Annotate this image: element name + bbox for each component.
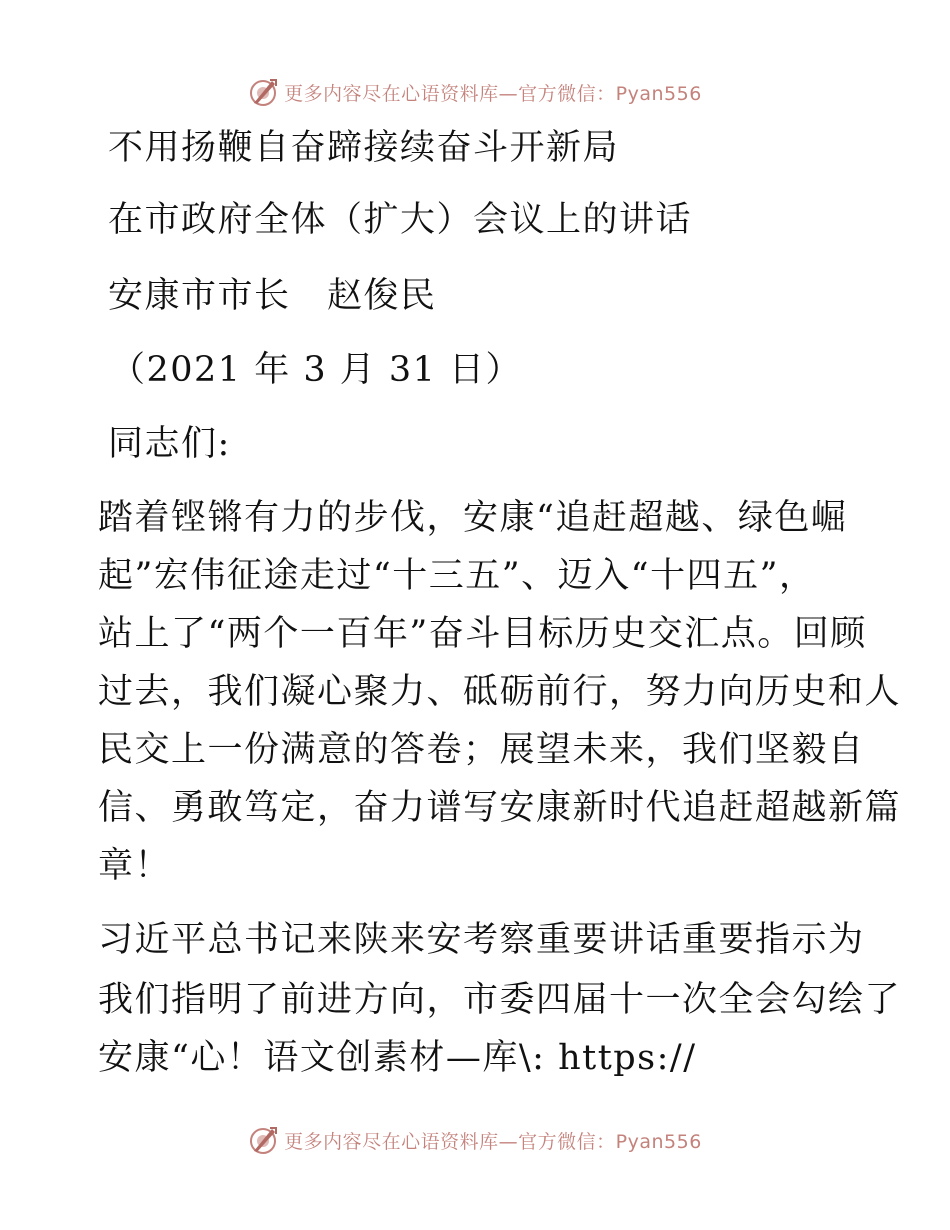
quill-logo-icon [248, 77, 278, 107]
date-line: （2021 年 3 月 31 日） [110, 350, 523, 390]
paragraph1-line: 站上了“两个一百年”奋斗目标历史交汇点。回顾 [98, 614, 867, 654]
watermark-banner-top [0, 72, 950, 112]
speaker-line: 安康市市长 赵俊民 [108, 276, 437, 316]
quill-logo-icon [248, 1125, 278, 1155]
watermark-text: 更多内容尽在心语资料库—官方微信：Pyan556 [284, 1130, 702, 1153]
watermark-banner-bottom [0, 1120, 950, 1160]
paragraph1-line: 起”宏伟征途走过“十三五”、迈入“十四五”， [98, 556, 816, 596]
paragraph1-line: 踏着铿锵有力的步伐，安康“追赶超越、绿色崛 [98, 498, 848, 538]
document-subtitle: 在市政府全体（扩大）会议上的讲话 [108, 200, 693, 240]
paragraph1-line: 过去，我们凝心聚力、砥砺前行，努力向历史和人 [98, 672, 902, 712]
paragraph2-line: 习近平总书记来陕来安考察重要讲话重要指示为 [98, 920, 865, 960]
document-title: 不用扬鞭自奋蹄接续奋斗开新局 [108, 128, 620, 168]
paragraph1-line: 章！ [98, 846, 172, 886]
paragraph1-line: 信、勇敢笃定，奋力谱写安康新时代追赶超越新篇 [98, 788, 902, 828]
salutation: 同志们: [108, 424, 231, 464]
paragraph1-line: 民交上一份满意的答卷；展望未来，我们坚毅自 [98, 730, 865, 770]
watermark-text: 更多内容尽在心语资料库—官方微信：Pyan556 [284, 82, 702, 105]
paragraph2-line: 安康“心！语文创素材—库\: https:// [98, 1038, 697, 1078]
paragraph2-line: 我们指明了前进方向，市委四届十一次全会勾绘了 [98, 980, 902, 1020]
